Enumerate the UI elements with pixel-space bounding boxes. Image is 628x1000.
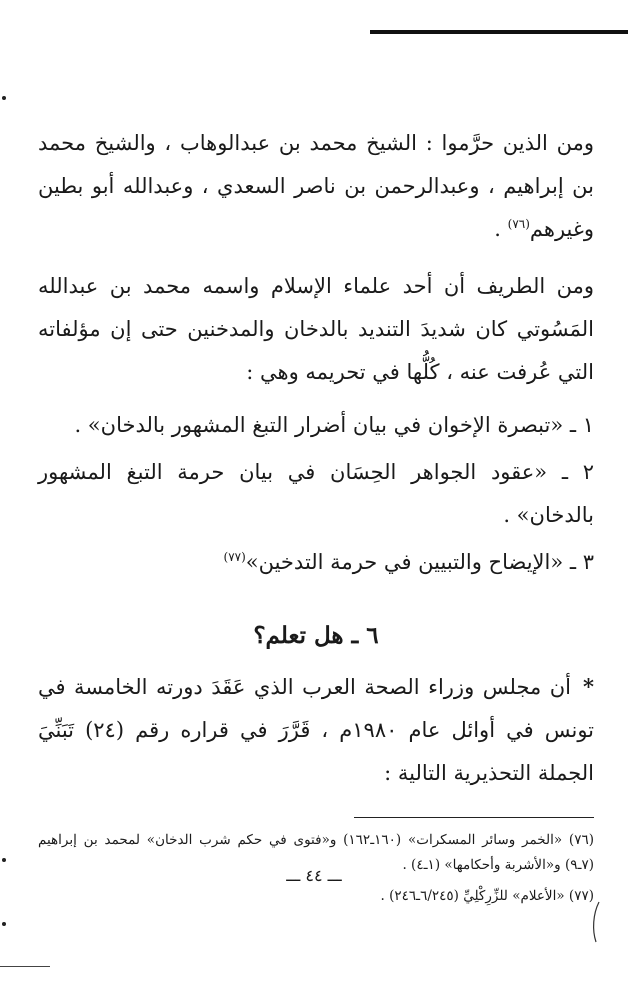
bottom-rule [0, 966, 50, 967]
footnote-separator [354, 817, 594, 818]
paragraph-did-you-know [38, 665, 594, 795]
footnote-ref-76: (٧٦) [507, 217, 530, 231]
footnote-ref-77: (٧٧) [223, 550, 246, 564]
page-number: ـــ ٤٤ ـــ [286, 866, 342, 885]
footnote-77: (٧٧) «الأعلام» للزِّرِكْلِيِّ (٦/٢٤٥ـ٢٤٦) . [380, 888, 594, 904]
list-item-text: ٢ ـ «عقود الجواهر الحِسَان في بيان حرمة التبغ المشهور بالدخان» . [38, 460, 594, 527]
paragraph-scholars-text: ومن الذين حرَّموا : الشيخ محمد بن عبدالوهاب ، والشيخ محمد بن إبراهيم ، وعبدالرحمن بن ناصر السعدي ، وعبدالله أبو بطين وغيرهم [38, 131, 594, 241]
list-item [38, 541, 594, 584]
page-body [38, 122, 594, 909]
margin-mark [2, 858, 6, 862]
paragraph-mastuti: ومن الطريف أن أحد علماء الإسلام واسمه محمد بن عبدالله المَسُوتي كان شديدَ التنديد بالدخان والمدخنين حتى إن مؤلفاته التي عُرفت عنه ، كُلُّها في تحريمه وهي : [38, 274, 594, 384]
pen-stroke-icon [590, 900, 602, 944]
margin-mark [2, 96, 6, 100]
list-item-text: ٣ ـ «الإيضاح والتبيين في حرمة التدخين» [245, 550, 594, 574]
paragraph-did-you-know-text: أن مجلس وزراء الصحة العرب الذي عَقَدَ دورته الخامسة في تونس في أوائل عام ١٩٨٠م ، قَرَّرَ في قراره رقم (٢٤) تَبَنِّيَ الجملة التحذيرية التالية : [38, 675, 595, 785]
star-icon: * [583, 674, 594, 699]
list-item-text: ١ ـ «تبصرة الإخوان في بيان أضرار التبغ المشهور بالدخان» . [74, 413, 594, 437]
footnote-76: (٧٦) «الخمر وسائر المسكرات» (١٦٠ـ١٦٢) و«فتوى في حكم شرب الدخان» لمحمد بن إبراهيم (٧ـ٩) و«الأشربة وأحكامها» (١ـ٤) . [38, 832, 594, 873]
list-item [38, 451, 594, 537]
paragraph-scholars-end: . [494, 217, 508, 241]
list-item [38, 404, 594, 447]
top-rule [370, 30, 628, 34]
section-heading: ٦ ـ هل تعلم؟ [253, 622, 379, 649]
paragraph-scholars [38, 122, 594, 251]
margin-mark [2, 922, 6, 926]
